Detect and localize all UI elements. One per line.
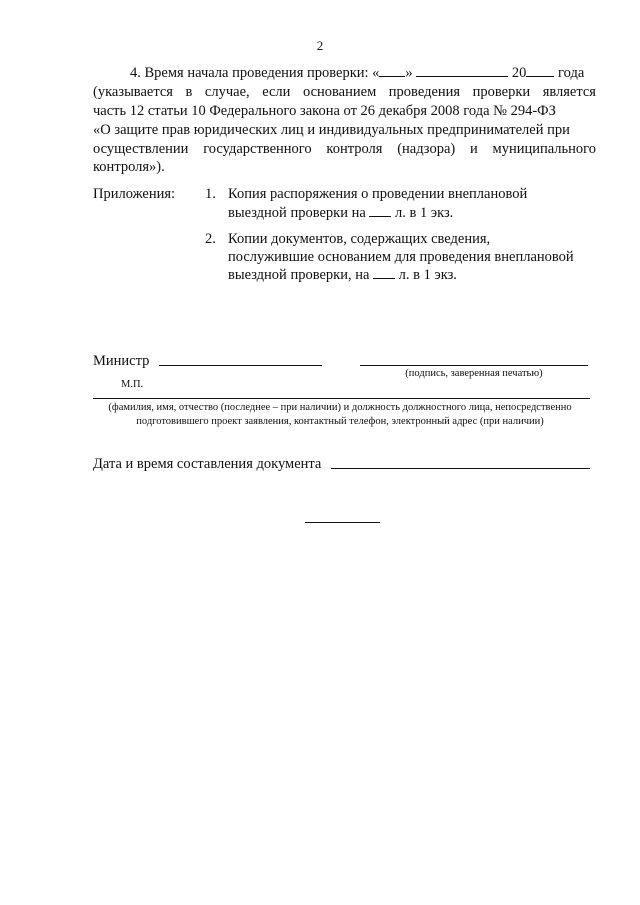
month-blank: [416, 64, 508, 77]
word: случае,: [204, 84, 250, 100]
attachment-2-line2: послужившие основанием для проведения внеплановой: [228, 249, 574, 265]
word: (надзора): [397, 141, 456, 157]
attachment-2-line3: [228, 266, 457, 285]
attachment-1-line2-b: л. в 1 экз.: [395, 205, 454, 221]
attachment-2-pages-blank: [373, 266, 395, 279]
attachments-label: Приложения:: [93, 186, 176, 202]
item4-line5-justified: [93, 140, 596, 159]
year-blank: [526, 64, 554, 77]
word: (указывается: [93, 84, 173, 100]
footnote-line: [93, 398, 590, 399]
signature-caption: (подпись, заверенная печатью): [405, 368, 543, 379]
footnote-line2: подготовившего проект заявления, контактный телефон, электронный адрес (при наличии): [136, 416, 544, 427]
attachment-1-line1: Копия распоряжения о проведении внеплановой: [228, 186, 528, 202]
attachment-2-number: 2.: [205, 231, 216, 247]
attachment-1-line2: [228, 204, 453, 223]
year-prefix: 20: [511, 65, 527, 81]
attachment-1-number: 1.: [205, 186, 216, 202]
word: проведения: [388, 84, 461, 100]
word: проверки: [472, 84, 531, 100]
year-word: года: [558, 65, 585, 81]
attachment-2-line1: Копии документов, содержащих сведения,: [228, 231, 491, 247]
word: муниципального: [492, 141, 596, 157]
attachment-2-line3-b: л. в 1 экз.: [398, 267, 457, 283]
word: контроля: [326, 141, 383, 157]
page-number: 2: [316, 38, 324, 53]
word: является: [542, 84, 596, 100]
word: и: [469, 141, 478, 157]
date-blank-line: [331, 468, 590, 469]
item4-line5: [93, 140, 596, 159]
signature-line: [360, 365, 588, 366]
date-label: Дата и время составления документа: [93, 456, 322, 472]
minister-label: Министр: [93, 353, 150, 369]
closing-line: [305, 522, 380, 523]
word: в: [185, 84, 193, 100]
item4-number: 4.: [130, 65, 141, 81]
word: если: [262, 84, 291, 100]
attachment-2-line3-a: выездной проверки, на: [228, 267, 370, 283]
word: осуществлении: [93, 141, 189, 157]
seal-label: М.П.: [121, 379, 144, 390]
minister-name-line: [159, 365, 322, 366]
footnote-line1: (фамилия, имя, отчество (последнее – при наличии) и должность должностного лица, непосредственно: [108, 402, 572, 413]
quote-open: «: [372, 65, 380, 81]
day-blank: [379, 64, 405, 77]
item4-first-line: [130, 64, 600, 83]
item4-line3: часть 12 статьи 10 Федерального закона от 26 декабря 2008 года № 294-ФЗ: [93, 103, 556, 119]
item4-line2: [93, 83, 596, 102]
word: основанием: [302, 84, 377, 100]
item4-line6: контроля»).: [93, 159, 165, 175]
attachment-1-line2-a: выездной проверки на: [228, 205, 366, 221]
word: государственного: [203, 141, 312, 157]
attachment-1-pages-blank: [369, 204, 391, 217]
quote-close: »: [405, 65, 413, 81]
item4-text: Время начала проведения проверки:: [144, 65, 369, 81]
item4-line4: «О защите прав юридических лиц и индивидуальных предпринимателей при: [93, 122, 570, 138]
item4-line2-justified: [93, 83, 596, 102]
